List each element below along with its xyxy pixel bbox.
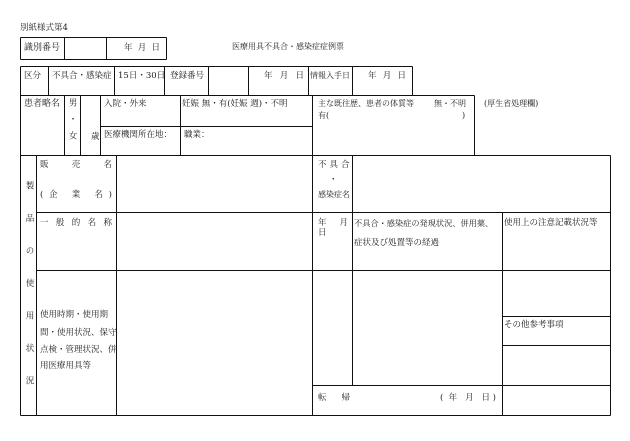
id-date-label: 年 月 日 <box>124 43 160 53</box>
occupation-label: 職業： <box>184 130 210 140</box>
event-date-header: 年 月 日 <box>318 218 348 238</box>
form-title: 医療用具不具合・感染症症例票 <box>232 42 344 51</box>
usage-details-label-line: 間・使用状況、保守 <box>40 328 117 338</box>
event-date-entries-cell <box>312 270 352 385</box>
medical-history-yes-open: 有( <box>318 111 330 120</box>
event-name-label-line: ・ <box>329 175 338 185</box>
generic-name-value-cell <box>116 212 312 270</box>
product-usage-section-label: 製品の使用状況 <box>24 181 34 409</box>
info-received-date-value: 年 月 日 <box>368 71 406 81</box>
precautions-value-cell <box>502 270 610 316</box>
form-number-label: 別紙様式第4 <box>20 23 68 33</box>
category-label: 区分 <box>24 71 42 81</box>
sales-name-label: 販 売 名 <box>40 160 112 170</box>
sales-name-value-cell <box>116 155 312 212</box>
category-value: 不具合・感染症 <box>52 71 112 81</box>
event-name-label-line: 感染症名 <box>318 190 350 199</box>
patient-name-label: 患者略名 <box>24 99 61 109</box>
other-notes-value-cell <box>502 345 610 385</box>
event-name-value-cell <box>352 155 610 212</box>
registration-number-label: 登録番号 <box>170 71 205 81</box>
facility-location-label: 医療機関所在地： <box>104 130 173 140</box>
precautions-header: 使用上の注意記載状況等 <box>504 218 598 228</box>
usage-details-label-line: 点検・管理状況、併 <box>40 345 117 355</box>
event-course-header-line: 症状及び処置等の経過 <box>354 238 440 248</box>
usage-details-value-cell <box>116 270 312 415</box>
outcome-date: ( 年 月 日) <box>440 393 496 403</box>
ministry-use-label: (厚生省処理欄) <box>484 99 539 108</box>
event-course-entries-cell <box>352 270 502 385</box>
usage-details-label-line: 用医療用具等 <box>40 361 92 371</box>
other-notes-label: その他参考事項 <box>504 320 564 330</box>
id-number-value-cell <box>64 37 106 59</box>
id-number-label: 識別番号 <box>24 43 61 53</box>
report-deadline: 15日・30日 <box>118 71 166 81</box>
outcome-label: 転 帰 <box>318 393 350 403</box>
registration-date-label: 年 月 日 <box>264 71 304 81</box>
medical-history-yes-close: ) <box>462 111 466 120</box>
info-received-date-label: 情報入手日 <box>310 71 350 80</box>
inpatient-outpatient-options: 入院・外来 <box>104 99 147 109</box>
usage-details-label-line: 使用時期・使用期 <box>40 310 109 320</box>
generic-name-label: 一 般 的 名 称 <box>40 218 112 228</box>
event-course-header-line: 不具合・感染症の発現状況、併用薬、 <box>354 218 494 228</box>
medical-history-label: 主な既往歴、患者の体質等 <box>318 99 414 108</box>
medical-history-options: 無・不明 <box>434 99 466 108</box>
patient-sex-options: 男・女 <box>67 98 77 148</box>
pregnancy-options: 妊娠 無・有(妊娠 週)・不明 <box>182 99 288 109</box>
patient-age-unit: 歳 <box>91 132 100 142</box>
event-name-label-line: 不具合 <box>318 160 353 170</box>
company-name-label: (企 業 名) <box>40 190 112 200</box>
registration-number-value-cell <box>208 66 248 95</box>
